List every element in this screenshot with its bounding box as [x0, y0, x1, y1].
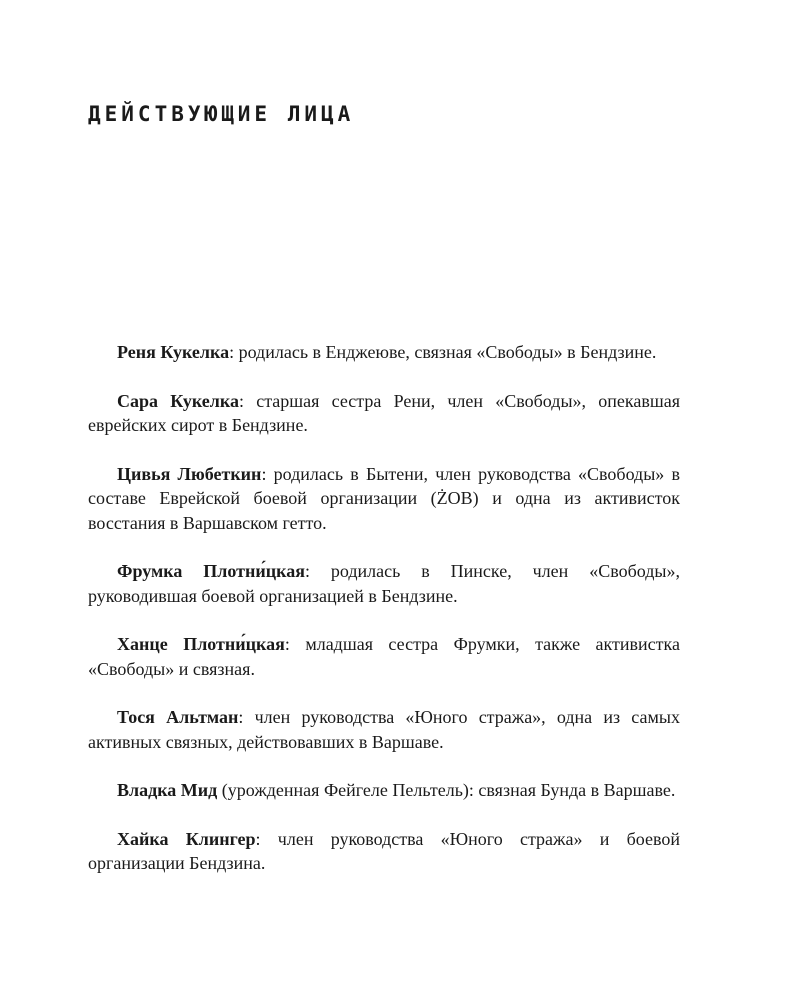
character-description: : родилась в Пинске, член «Свободы», руководившая боевой организацией в Бендзине.: [88, 561, 680, 606]
character-list: [88, 340, 680, 900]
character-entry: [88, 559, 680, 608]
character-name: Фрумка Плотни́цкая: [117, 561, 305, 581]
character-entry: [88, 778, 680, 803]
character-description: : член руководства «Юного стража», одна из самых активных связных, действовавших в Варшаве.: [88, 707, 680, 752]
character-entry: [88, 705, 680, 754]
character-entry: [88, 462, 680, 536]
character-entry: [88, 340, 680, 365]
character-name: Ханце Плотни́цкая: [117, 634, 285, 654]
page-title: ДЕЙСТВУЮЩИЕ ЛИЦА: [88, 102, 355, 126]
character-name: Хайка Клингер: [117, 828, 256, 849]
character-description: : младшая сестра Фрумки, также активистка «Свободы» и связная.: [88, 634, 680, 679]
character-description: : родилась в Бытени, член руководства «Свободы» в составе Еврейской боевой организации (ŻOB) и одна из активисток восстания в Варшавском гетто.: [88, 463, 680, 533]
character-name: Реня Кукелка: [117, 342, 230, 362]
character-name: Тося Альтман: [117, 707, 239, 727]
character-entry: [88, 632, 680, 681]
character-name: Цивья Любеткин: [117, 463, 262, 484]
character-description: : родилась в Енджеюве, связная «Свободы» в Бендзине.: [229, 342, 657, 362]
character-name: Владка Мид: [117, 780, 218, 800]
character-entry: [88, 389, 680, 438]
character-description: : старшая сестра Рени, член «Свободы», опекавшая еврейских сирот в Бендзине.: [88, 390, 680, 435]
character-name: Сара Кукелка: [117, 390, 239, 411]
character-description: : член руководства «Юного стража» и боевой организации Бендзина.: [88, 828, 680, 873]
character-description: (урожденная Фейгеле Пельтель): связная Бунда в Варшаве.: [217, 780, 676, 800]
character-entry: [88, 827, 680, 876]
